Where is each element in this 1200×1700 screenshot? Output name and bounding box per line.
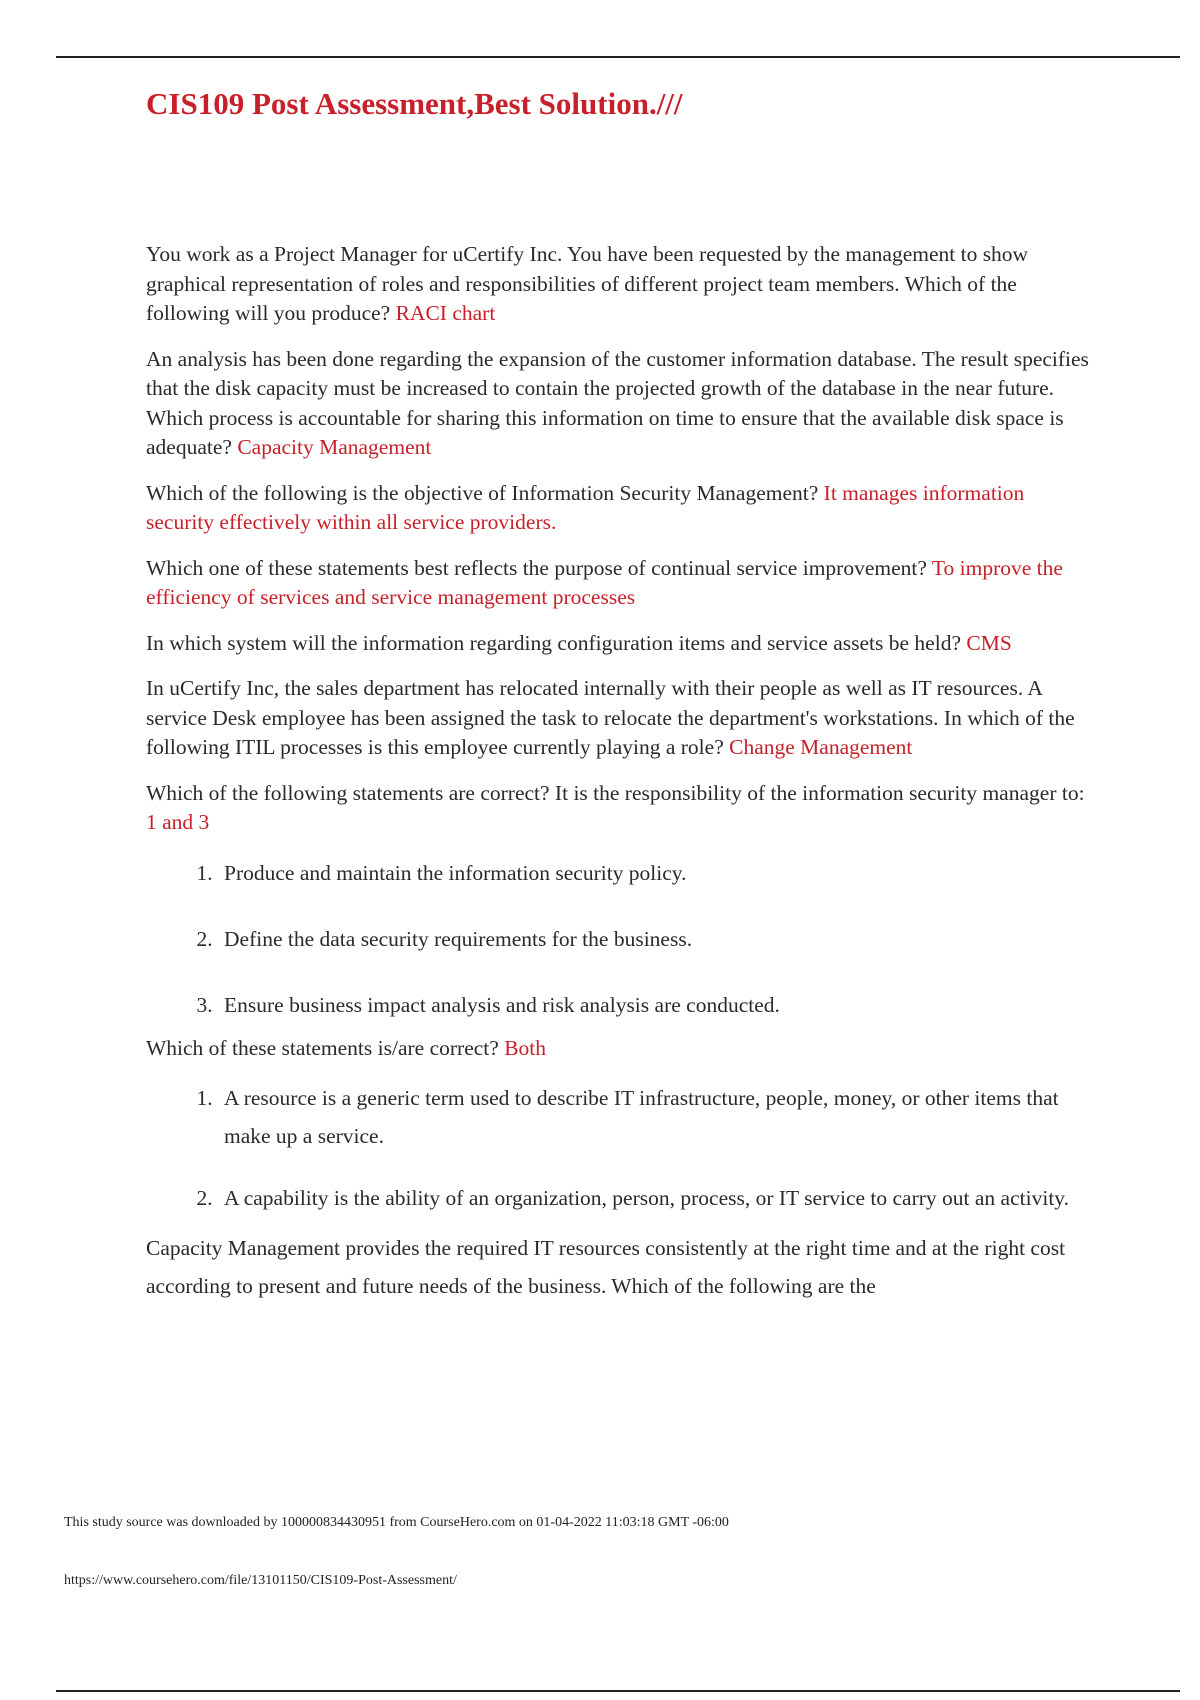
question-5 xyxy=(146,629,1096,659)
list-item: 2. Define the data security requirements for the business. xyxy=(218,920,1096,958)
question-text: Which of the following is the objective of Information Security Management? xyxy=(146,480,819,505)
question-6 xyxy=(146,674,1096,763)
question-text: An analysis has been done regarding the expansion of the customer information database. The result specifies that the disk capacity must be increased to contain the projected growth of the database in the near future. Which process is accountable for sharing this information on time to ensure that the available disk space is adequate? xyxy=(146,346,1089,459)
answer-text: CMS xyxy=(966,630,1012,655)
question-3 xyxy=(146,479,1096,538)
list-item: 2. A capability is the ability of an organization, person, process, or IT service to carry out an activity. xyxy=(218,1179,1096,1217)
final-paragraph: Capacity Management provides the required IT resources consistently at the right time and at the right cost according to present and future needs of the business. Which of the following are the xyxy=(146,1236,1066,1298)
list-item: 1. A resource is a generic term used to describe IT infrastructure, people, money, or other items that make up a service. xyxy=(218,1079,1096,1155)
security-responsibilities-list xyxy=(146,854,1096,1024)
question-text: In which system will the information regarding configuration items and service assets be held? xyxy=(146,630,961,655)
download-note: This study source was downloaded by 100000834430951 from CourseHero.com on 01-04-2022 11:03:18 GMT -06:00 xyxy=(64,1515,729,1530)
list-item: 3. Ensure business impact analysis and risk analysis are conducted. xyxy=(218,986,1096,1024)
source-url[interactable]: https://www.coursehero.com/file/13101150/CIS109-Post-Assessment/ xyxy=(64,1573,457,1588)
question-text: In uCertify Inc, the sales department has relocated internally with their people as well as IT resources. A service Desk employee has been assigned the task to relocate the department's workstations. In which of the following ITIL processes is this employee currently playing a role? xyxy=(146,676,1075,759)
answer-text: Change Management xyxy=(729,735,913,759)
answer-text: Both xyxy=(504,1035,547,1060)
question-1 xyxy=(146,240,1096,329)
question-text: Which of these statements is/are correct? xyxy=(146,1035,499,1060)
document-body xyxy=(146,80,1096,1305)
question-4 xyxy=(146,554,1096,613)
top-rule xyxy=(56,56,1180,58)
bottom-rule xyxy=(56,1690,1180,1692)
question-2 xyxy=(146,345,1096,463)
question-text: You work as a Project Manager for uCertify Inc. You have been requested by the management to show graphical representation of roles and responsibilities of different project team members. Which of the following will you produce? xyxy=(146,242,1029,325)
question-text: Which of the following statements are correct? It is the responsibility of the information security manager to: xyxy=(146,780,1085,805)
page-title: CIS109 Post Assessment,Best Solution./// xyxy=(146,86,683,121)
answer-text: Capacity Management xyxy=(237,435,432,459)
answer-text: To improve the efficiency of services and service management processes xyxy=(146,555,1063,609)
question-7 xyxy=(146,779,1096,838)
list-item: 1. Produce and maintain the information security policy. xyxy=(218,854,1096,892)
question-text: Which one of these statements best reflects the purpose of continual service improvement? xyxy=(146,555,927,580)
answer-text: It manages information security effectively within all service providers. xyxy=(146,480,1025,534)
answer-text: 1 and 3 xyxy=(146,810,210,834)
answer-text: RACI chart xyxy=(395,301,496,325)
statements-list xyxy=(146,1079,1096,1217)
question-8 xyxy=(146,1034,1096,1064)
